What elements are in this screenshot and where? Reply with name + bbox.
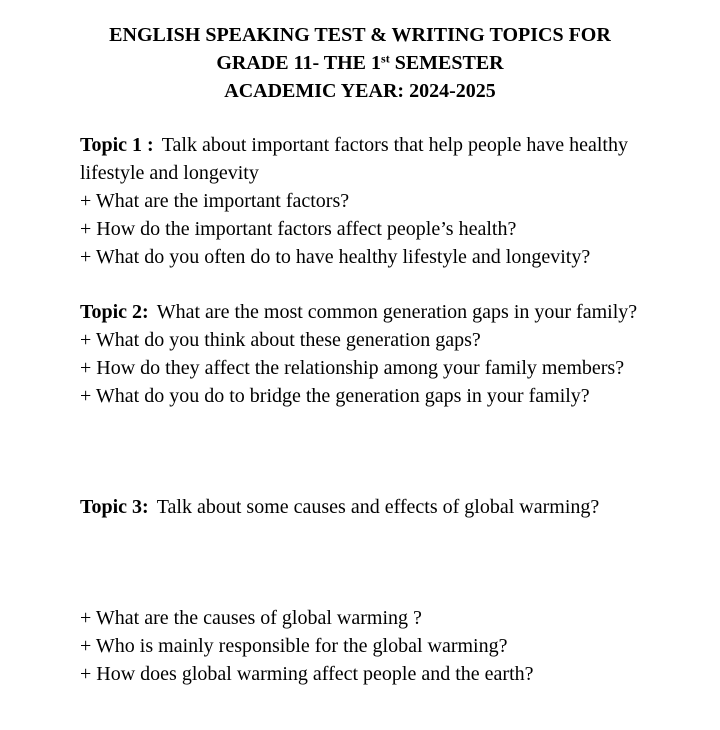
topic-2 [80, 298, 640, 410]
header-semester: SEMESTER [389, 52, 504, 74]
topic-1-question: + How do the important factors affect people’s health? [80, 218, 517, 240]
topic-2-label: Topic 2: [80, 301, 149, 323]
topic-1-title [80, 131, 640, 187]
topic-3-question: + Who is mainly responsible for the global warming? [80, 635, 508, 657]
topic-3 [80, 493, 640, 521]
header-line-1: ENGLISH SPEAKING TEST & WRITING TOPICS FOR [109, 24, 611, 46]
topic-2-question: + What do you do to bridge the generation gaps in your family? [80, 385, 590, 407]
topic-2-prompt: What are the most common generation gaps in your family? [156, 301, 638, 323]
topic-1-label: Topic 1 : [80, 134, 154, 156]
topic-1-prompt: Talk about important factors that help people have healthy lifestyle and longevity [80, 134, 628, 184]
topic-2-title [80, 298, 640, 326]
topic-3-questions [80, 604, 640, 688]
header-line-3: ACADEMIC YEAR: 2024-2025 [224, 80, 496, 102]
topic-3-question: + What are the causes of global warming ? [80, 607, 422, 629]
topic-2-question: + What do you think about these generation gaps? [80, 329, 481, 351]
header-ordinal-suffix: st [381, 51, 390, 66]
topic-1-question: + What are the important factors? [80, 190, 350, 212]
document-header [0, 21, 720, 105]
header-grade: GRADE 11- THE 1 [216, 52, 382, 74]
topic-3-prompt: Talk about some causes and effects of global warming? [156, 496, 600, 518]
topic-3-label: Topic 3: [80, 496, 149, 518]
topic-1-question: + What do you often do to have healthy lifestyle and longevity? [80, 246, 591, 268]
topic-1 [80, 131, 640, 271]
topic-3-question: + How does global warming affect people and the earth? [80, 663, 534, 685]
topic-3-title [80, 493, 640, 521]
topic-2-question: + How do they affect the relationship among your family members? [80, 357, 625, 379]
header-line-2 [0, 49, 720, 77]
